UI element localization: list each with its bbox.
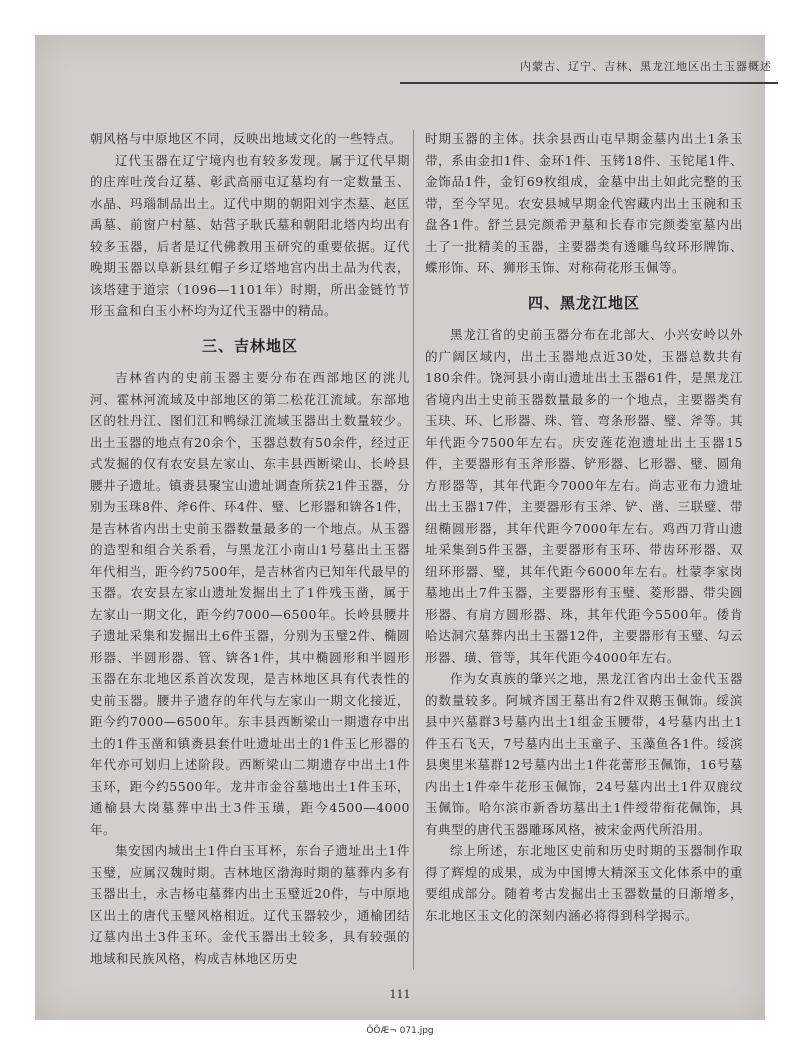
paragraph: 辽代玉器在辽宁境内也有较多发现。属于辽代早期的庄库吐茂台辽墓、彰武高丽屯辽墓均有一定数量玉、水晶、玛瑙制品出土。辽代中期的朝阳刘宇杰墓、赵匡禹墓、前窗户村墓、姑营子耿氏墓和朝阳北塔内均出有较多玉器，后者是辽代佛教用玉研究的重要依据。辽代晚期玉器以阜新县红帽子乡辽塔地宫内出土品为代表，该塔建于道宗（1096—1101年）时期，所出金链竹节形玉盒和白玉小杯均为辽代玉器中的精品。	[90, 152, 410, 318]
paragraph: 集安国内城出土1件白玉耳杯，东台子遗址出土1件玉璧，应属汉魏时期。吉林地区渤海时期的墓葬内多有玉器出土，永吉杨屯墓葬内出土玉璧近20件，与中原地区出土的唐代玉璧风格相近。辽代玉器较少，通榆团结辽墓内出土3件玉环。金代玉器出土较多，具有较强的地域和民族风格，构成吉林地区历史	[90, 843, 410, 966]
paragraph: 作为女真族的肇兴之地，黑龙江省内出土金代玉器的数量较多。阿城齐国王墓出有2件双鹅玉佩饰。绥滨县中兴墓群3号墓内出土1组金玉腰带，4号墓内出土1件玉石飞天，7号墓内出土玉童子、玉藻鱼各1件。绥滨县奥里米墓群12号墓内出土1件花蕾形玉佩饰，16号墓内出土1件牵牛花形玉佩饰，24号墓内出土1件双鹿纹玉佩饰。哈尔滨市新香坊墓出土1件绶带衔花佩饰，具有典型的唐代玉器雕琢风格，被宋金两代所沿用。	[425, 671, 743, 837]
left-column	[90, 128, 410, 969]
left-paragraphs-after	[90, 367, 410, 969]
paragraph: 吉林省内的史前玉器主要分布在西部地区的洮儿河、霍林河流域及中部地区的第二松花江流域。东部地区的牡丹江、图们江和鸭绿江流域玉器出土数量较少。出土玉器的地点有20余个，玉器总数有50余件，经过正式发掘的仅有农安县左家山、东丰县西断梁山、长岭县腰井子遗址。镇赉县聚宝山遗址调查所获21件玉器，分别为玉珠8件、斧6件、环4件、璧、匕形器和锛各1件，是吉林省内出土史前玉器数量最多的一个地点。从玉器的造型和组合关系看，与黑龙江小南山1号墓出土玉器年代相当，距今约7500年，是吉林省内已知年代最早的玉器。农安县左家山遗址发掘出土了1件残玉凿，属于左家山一期文化，距今约7000—6500年。长岭县腰井子遗址采集和发掘出土6件玉器，分别为玉璧2件、椭圆形器、半圆形器、管、锛各1件，其中椭圆形和半圆形玉器在东北地区系首次发现，是吉林地区具有代表性的史前玉器。腰井子遗存的年代与左家山一期文化接近，距今约7000—6500年。东丰县西断梁山一期遗存中出土的1件玉凿和镇赉县套什吐遗址出土的1件玉匕形器的年代亦可划归上述阶段。西断梁山二期遗存中出土1件玉环，距今约5500年。龙井市金谷墓地出土1件玉环，通榆县大岗墓葬中出土3件玉璜，距今4500—4000年。	[90, 370, 410, 837]
paragraph: 时期玉器的主体。扶余县西山屯早期金墓内出土1条玉带，系由金扣1件、金环1件、玉铐18件、玉铊尾1件、金饰品1件，金钉69枚组成，金墓中出土如此完整的玉带，至今罕见。农安县城早期金代窖藏内出土玉碗和玉盘各1件。舒兰县完颜希尹墓和长春市完颜娄室墓内出土了一批精美的玉器，主要器类有透雕鸟纹环形牌饰、蝶形饰、环、狮形玉饰、对称荷花形玉佩等。	[425, 131, 743, 275]
page-number: 111	[389, 988, 411, 1001]
section-heading-heilongjiang: 四、黑龙江地区	[527, 293, 640, 312]
paragraph: 黑龙江省的史前玉器分布在北部大、小兴安岭以外的广阔区域内，出土玉器地点近30处，玉器总数共有180余件。饶河县小南山遗址出土玉器61件，是黑龙江省境内出土史前玉器数量最多的一个地点，主要器类有玉玦、环、匕形器、珠、管、弯条形器、璧、斧等。其年代距今7500年左右。庆安莲花泡遗址出土玉器15件，主要器形有玉斧形器、铲形器、匕形器、璧、圆角方形器等，其年代距今7000年左右。尚志亚布力遗址出土玉器17件，主要器形有玉斧、铲、凿、三联璧、带纽椭圆形器，其年代距今7000年左右。鸡西刀背山遗址采集到5件玉器，主要器形有玉环、带齿环形器、双纽环形器、璧，其年代距今6000年左右。杜蒙李家岗墓地出土7件玉器，主要器形有玉璧、菱形器、带尖圆形器、有肩方圆形器、珠，其年代距今5500年。倭肯哈达洞穴墓葬内出土玉器12件，主要器形有玉璧、勾云形器、璜、管等，其年代距今4000年左右。	[425, 327, 743, 665]
right-paragraphs-before	[425, 128, 743, 279]
left-paragraphs-before	[90, 128, 410, 322]
header-rule	[400, 82, 778, 84]
file-label: ÕÕÆ¬ 071.jpg	[366, 1026, 434, 1036]
paragraph: 朝风格与中原地区不同，反映出地域文化的一些特点。	[90, 131, 403, 146]
column-divider	[413, 130, 414, 970]
running-header: 内蒙古、辽宁、吉林、黑龙江地区出土玉器概述	[520, 60, 772, 73]
section-heading-jilin: 三、吉林地区	[201, 336, 298, 355]
right-paragraphs-after	[425, 324, 743, 926]
paragraph: 综上所述，东北地区史前和历史时期的玉器制作取得了辉煌的成果，成为中国博大精深玉文化体系中的重要组成部分。随着考古发掘出土玉器数量的日渐增多，东北地区玉文化的深刻内涵必将得到科学揭示。	[425, 843, 743, 923]
right-column	[425, 128, 743, 926]
